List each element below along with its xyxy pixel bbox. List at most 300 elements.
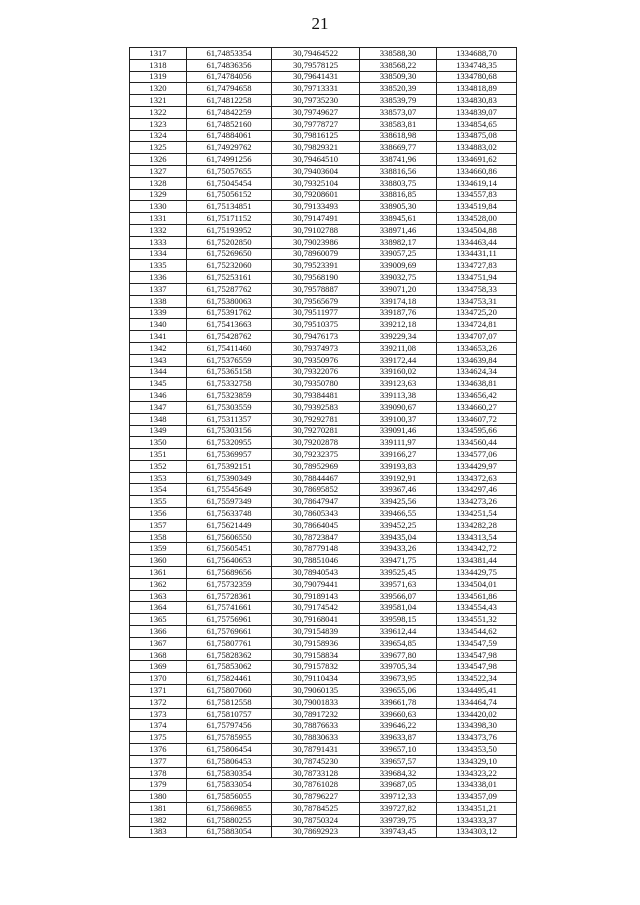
y-coordinate-cell: 1334372,63	[437, 472, 517, 484]
latitude-cell: 61,75785955	[187, 732, 272, 744]
y-coordinate-cell: 1334577,06	[437, 449, 517, 461]
table-row	[130, 425, 517, 437]
table-row	[130, 449, 517, 461]
point-number-cell: 1333	[130, 236, 187, 248]
x-coordinate-cell: 339192,91	[360, 472, 437, 484]
table-row	[130, 791, 517, 803]
y-coordinate-cell: 1334464,74	[437, 696, 517, 708]
table-row	[130, 331, 517, 343]
latitude-cell: 61,75797456	[187, 720, 272, 732]
latitude-cell: 61,74853354	[187, 48, 272, 60]
table-row	[130, 213, 517, 225]
latitude-cell: 61,75728361	[187, 590, 272, 602]
longitude-cell: 30,79523391	[272, 260, 360, 272]
latitude-cell: 61,75380063	[187, 295, 272, 307]
latitude-cell: 61,74784056	[187, 71, 272, 83]
table-row	[130, 508, 517, 520]
x-coordinate-cell: 338568,22	[360, 59, 437, 71]
longitude-cell: 30,79476173	[272, 331, 360, 343]
x-coordinate-cell: 339525,45	[360, 567, 437, 579]
y-coordinate-cell: 1334883,02	[437, 142, 517, 154]
latitude-cell: 61,75812558	[187, 696, 272, 708]
latitude-cell: 61,75303559	[187, 401, 272, 413]
y-coordinate-cell: 1334351,21	[437, 803, 517, 815]
point-number-cell: 1345	[130, 378, 187, 390]
table-row	[130, 637, 517, 649]
x-coordinate-cell: 338539,79	[360, 95, 437, 107]
y-coordinate-cell: 1334338,01	[437, 779, 517, 791]
point-number-cell: 1377	[130, 755, 187, 767]
longitude-cell: 30,79641431	[272, 71, 360, 83]
y-coordinate-cell: 1334551,32	[437, 614, 517, 626]
point-number-cell: 1382	[130, 814, 187, 826]
latitude-cell: 61,75605451	[187, 543, 272, 555]
point-number-cell: 1373	[130, 708, 187, 720]
latitude-cell: 61,75332758	[187, 378, 272, 390]
latitude-cell: 61,75376559	[187, 354, 272, 366]
longitude-cell: 30,79232375	[272, 449, 360, 461]
longitude-cell: 30,78605343	[272, 508, 360, 520]
point-number-cell: 1371	[130, 685, 187, 697]
latitude-cell: 61,75428762	[187, 331, 272, 343]
point-number-cell: 1362	[130, 578, 187, 590]
point-number-cell: 1383	[130, 826, 187, 838]
longitude-cell: 30,79208601	[272, 189, 360, 201]
table-row	[130, 130, 517, 142]
point-number-cell: 1359	[130, 543, 187, 555]
table-row	[130, 48, 517, 60]
y-coordinate-cell: 1334656,42	[437, 390, 517, 402]
x-coordinate-cell: 339172,44	[360, 354, 437, 366]
x-coordinate-cell: 339660,63	[360, 708, 437, 720]
x-coordinate-cell: 339174,18	[360, 295, 437, 307]
table-row	[130, 696, 517, 708]
point-number-cell: 1380	[130, 791, 187, 803]
table-row	[130, 602, 517, 614]
point-number-cell: 1348	[130, 413, 187, 425]
point-number-cell: 1381	[130, 803, 187, 815]
y-coordinate-cell: 1334420,02	[437, 708, 517, 720]
point-number-cell: 1376	[130, 744, 187, 756]
x-coordinate-cell: 339091,46	[360, 425, 437, 437]
longitude-cell: 30,79374973	[272, 342, 360, 354]
point-number-cell: 1328	[130, 177, 187, 189]
x-coordinate-cell: 339187,76	[360, 307, 437, 319]
point-number-cell: 1346	[130, 390, 187, 402]
x-coordinate-cell: 339654,85	[360, 637, 437, 649]
longitude-cell: 30,79270281	[272, 425, 360, 437]
longitude-cell: 30,79713331	[272, 83, 360, 95]
table-row	[130, 755, 517, 767]
y-coordinate-cell: 1334688,70	[437, 48, 517, 60]
table-row	[130, 401, 517, 413]
y-coordinate-cell: 1334758,33	[437, 283, 517, 295]
point-number-cell: 1375	[130, 732, 187, 744]
table-row	[130, 413, 517, 425]
y-coordinate-cell: 1334595,66	[437, 425, 517, 437]
x-coordinate-cell: 339571,63	[360, 578, 437, 590]
latitude-cell: 61,75303156	[187, 425, 272, 437]
latitude-cell: 61,75830354	[187, 767, 272, 779]
y-coordinate-cell: 1334875,08	[437, 130, 517, 142]
longitude-cell: 30,78876633	[272, 720, 360, 732]
y-coordinate-cell: 1334748,35	[437, 59, 517, 71]
point-number-cell: 1317	[130, 48, 187, 60]
table-row	[130, 106, 517, 118]
y-coordinate-cell: 1334522,34	[437, 673, 517, 685]
table-row	[130, 649, 517, 661]
latitude-cell: 61,75193952	[187, 224, 272, 236]
table-row	[130, 472, 517, 484]
table-row	[130, 71, 517, 83]
y-coordinate-cell: 1334547,98	[437, 661, 517, 673]
longitude-cell: 30,78750324	[272, 814, 360, 826]
longitude-cell: 30,79157832	[272, 661, 360, 673]
longitude-cell: 30,79174542	[272, 602, 360, 614]
point-number-cell: 1339	[130, 307, 187, 319]
table-row	[130, 154, 517, 166]
x-coordinate-cell: 339160,02	[360, 366, 437, 378]
longitude-cell: 30,79403604	[272, 165, 360, 177]
longitude-cell: 30,79749627	[272, 106, 360, 118]
longitude-cell: 30,79325104	[272, 177, 360, 189]
longitude-cell: 30,79464522	[272, 48, 360, 60]
point-number-cell: 1349	[130, 425, 187, 437]
latitude-cell: 61,75045454	[187, 177, 272, 189]
latitude-cell: 61,75606550	[187, 531, 272, 543]
y-coordinate-cell: 1334504,01	[437, 578, 517, 590]
point-number-cell: 1350	[130, 437, 187, 449]
table-row	[130, 531, 517, 543]
latitude-cell: 61,75320955	[187, 437, 272, 449]
y-coordinate-cell: 1334398,30	[437, 720, 517, 732]
point-number-cell: 1336	[130, 272, 187, 284]
x-coordinate-cell: 339211,08	[360, 342, 437, 354]
x-coordinate-cell: 338669,77	[360, 142, 437, 154]
y-coordinate-cell: 1334429,97	[437, 460, 517, 472]
longitude-cell: 30,79464510	[272, 154, 360, 166]
x-coordinate-cell: 338945,61	[360, 213, 437, 225]
latitude-cell: 61,75769661	[187, 626, 272, 638]
y-coordinate-cell: 1334727,83	[437, 260, 517, 272]
latitude-cell: 61,74794658	[187, 83, 272, 95]
y-coordinate-cell: 1334818,89	[437, 83, 517, 95]
point-number-cell: 1363	[130, 590, 187, 602]
point-number-cell: 1360	[130, 555, 187, 567]
table-row	[130, 543, 517, 555]
x-coordinate-cell: 338816,56	[360, 165, 437, 177]
point-number-cell: 1366	[130, 626, 187, 638]
y-coordinate-cell: 1334854,65	[437, 118, 517, 130]
longitude-cell: 30,79778727	[272, 118, 360, 130]
point-number-cell: 1372	[130, 696, 187, 708]
longitude-cell: 30,78917232	[272, 708, 360, 720]
x-coordinate-cell: 339739,75	[360, 814, 437, 826]
latitude-cell: 61,75621449	[187, 519, 272, 531]
longitude-cell: 30,79292781	[272, 413, 360, 425]
y-coordinate-cell: 1334373,76	[437, 732, 517, 744]
x-coordinate-cell: 339193,83	[360, 460, 437, 472]
table-row	[130, 354, 517, 366]
table-row	[130, 295, 517, 307]
point-number-cell: 1365	[130, 614, 187, 626]
latitude-cell: 61,75269650	[187, 248, 272, 260]
y-coordinate-cell: 1334381,44	[437, 555, 517, 567]
latitude-cell: 61,75597349	[187, 496, 272, 508]
point-number-cell: 1355	[130, 496, 187, 508]
x-coordinate-cell: 339229,34	[360, 331, 437, 343]
longitude-cell: 30,78761028	[272, 779, 360, 791]
x-coordinate-cell: 339646,22	[360, 720, 437, 732]
y-coordinate-cell: 1334251,54	[437, 508, 517, 520]
x-coordinate-cell: 339452,25	[360, 519, 437, 531]
latitude-cell: 61,75828362	[187, 649, 272, 661]
latitude-cell: 61,75369957	[187, 449, 272, 461]
y-coordinate-cell: 1334691,62	[437, 154, 517, 166]
page-number: 21	[311, 14, 329, 33]
latitude-cell: 61,75732359	[187, 578, 272, 590]
latitude-cell: 61,74884061	[187, 130, 272, 142]
longitude-cell: 30,78952969	[272, 460, 360, 472]
longitude-cell: 30,78851046	[272, 555, 360, 567]
x-coordinate-cell: 338509,30	[360, 71, 437, 83]
longitude-cell: 30,79392583	[272, 401, 360, 413]
y-coordinate-cell: 1334660,86	[437, 165, 517, 177]
latitude-cell: 61,74991256	[187, 154, 272, 166]
x-coordinate-cell: 339581,04	[360, 602, 437, 614]
latitude-cell: 61,75057655	[187, 165, 272, 177]
longitude-cell: 30,79735230	[272, 95, 360, 107]
point-number-cell: 1325	[130, 142, 187, 154]
x-coordinate-cell: 339687,05	[360, 779, 437, 791]
point-number-cell: 1347	[130, 401, 187, 413]
longitude-cell: 30,79023986	[272, 236, 360, 248]
latitude-cell: 61,75689656	[187, 567, 272, 579]
longitude-cell: 30,79350976	[272, 354, 360, 366]
latitude-cell: 61,75640653	[187, 555, 272, 567]
x-coordinate-cell: 339435,04	[360, 531, 437, 543]
table-row	[130, 614, 517, 626]
table-row	[130, 260, 517, 272]
table-row	[130, 390, 517, 402]
y-coordinate-cell: 1334624,34	[437, 366, 517, 378]
y-coordinate-cell: 1334297,46	[437, 484, 517, 496]
latitude-cell: 61,75880255	[187, 814, 272, 826]
table-row	[130, 626, 517, 638]
point-number-cell: 1344	[130, 366, 187, 378]
point-number-cell: 1322	[130, 106, 187, 118]
table-row	[130, 732, 517, 744]
x-coordinate-cell: 338573,07	[360, 106, 437, 118]
y-coordinate-cell: 1334528,00	[437, 213, 517, 225]
latitude-cell: 61,75756961	[187, 614, 272, 626]
longitude-cell: 30,79511977	[272, 307, 360, 319]
longitude-cell: 30,79079441	[272, 578, 360, 590]
y-coordinate-cell: 1334547,98	[437, 649, 517, 661]
table-row	[130, 744, 517, 756]
latitude-cell: 61,75869855	[187, 803, 272, 815]
table-row	[130, 59, 517, 71]
x-coordinate-cell: 339705,34	[360, 661, 437, 673]
latitude-cell: 61,74852160	[187, 118, 272, 130]
longitude-cell: 30,79133493	[272, 201, 360, 213]
point-number-cell: 1319	[130, 71, 187, 83]
table-row	[130, 708, 517, 720]
x-coordinate-cell: 339212,18	[360, 319, 437, 331]
longitude-cell: 30,79060135	[272, 685, 360, 697]
longitude-cell: 30,78791431	[272, 744, 360, 756]
x-coordinate-cell: 339661,78	[360, 696, 437, 708]
latitude-cell: 61,74929762	[187, 142, 272, 154]
table-row	[130, 720, 517, 732]
point-number-cell: 1338	[130, 295, 187, 307]
table-row	[130, 248, 517, 260]
x-coordinate-cell: 339113,38	[360, 390, 437, 402]
longitude-cell: 30,79202878	[272, 437, 360, 449]
point-number-cell: 1343	[130, 354, 187, 366]
x-coordinate-cell: 339433,26	[360, 543, 437, 555]
x-coordinate-cell: 339657,57	[360, 755, 437, 767]
latitude-cell: 61,75365158	[187, 366, 272, 378]
point-number-cell: 1370	[130, 673, 187, 685]
x-coordinate-cell: 338905,30	[360, 201, 437, 213]
y-coordinate-cell: 1334724,81	[437, 319, 517, 331]
latitude-cell: 61,75545649	[187, 484, 272, 496]
point-number-cell: 1323	[130, 118, 187, 130]
x-coordinate-cell: 339673,95	[360, 673, 437, 685]
longitude-cell: 30,78796227	[272, 791, 360, 803]
latitude-cell: 61,75202850	[187, 236, 272, 248]
latitude-cell: 61,75807060	[187, 685, 272, 697]
point-number-cell: 1326	[130, 154, 187, 166]
y-coordinate-cell: 1334342,72	[437, 543, 517, 555]
y-coordinate-cell: 1334323,22	[437, 767, 517, 779]
latitude-cell: 61,75253161	[187, 272, 272, 284]
point-number-cell: 1332	[130, 224, 187, 236]
y-coordinate-cell: 1334725,20	[437, 307, 517, 319]
point-number-cell: 1334	[130, 248, 187, 260]
longitude-cell: 30,79510375	[272, 319, 360, 331]
x-coordinate-cell: 339009,69	[360, 260, 437, 272]
point-number-cell: 1342	[130, 342, 187, 354]
y-coordinate-cell: 1334753,31	[437, 295, 517, 307]
point-number-cell: 1357	[130, 519, 187, 531]
table-row	[130, 437, 517, 449]
y-coordinate-cell: 1334639,84	[437, 354, 517, 366]
longitude-cell: 30,78647947	[272, 496, 360, 508]
latitude-cell: 61,74836356	[187, 59, 272, 71]
point-number-cell: 1364	[130, 602, 187, 614]
table-row	[130, 319, 517, 331]
point-number-cell: 1340	[130, 319, 187, 331]
y-coordinate-cell: 1334638,81	[437, 378, 517, 390]
y-coordinate-cell: 1334544,62	[437, 626, 517, 638]
y-coordinate-cell: 1334619,14	[437, 177, 517, 189]
table-row	[130, 590, 517, 602]
latitude-cell: 61,75413663	[187, 319, 272, 331]
y-coordinate-cell: 1334463,44	[437, 236, 517, 248]
x-coordinate-cell: 339677,80	[360, 649, 437, 661]
coordinates-table	[129, 47, 517, 838]
latitude-cell: 61,75311357	[187, 413, 272, 425]
latitude-cell: 61,75824461	[187, 673, 272, 685]
latitude-cell: 61,75741661	[187, 602, 272, 614]
longitude-cell: 30,79154839	[272, 626, 360, 638]
point-number-cell: 1335	[130, 260, 187, 272]
y-coordinate-cell: 1334357,09	[437, 791, 517, 803]
point-number-cell: 1351	[130, 449, 187, 461]
latitude-cell: 61,75391762	[187, 307, 272, 319]
x-coordinate-cell: 339684,32	[360, 767, 437, 779]
table-row	[130, 283, 517, 295]
x-coordinate-cell: 339712,33	[360, 791, 437, 803]
x-coordinate-cell: 339057,25	[360, 248, 437, 260]
x-coordinate-cell: 339598,15	[360, 614, 437, 626]
table-row	[130, 177, 517, 189]
x-coordinate-cell: 338520,39	[360, 83, 437, 95]
latitude-cell: 61,75056152	[187, 189, 272, 201]
latitude-cell: 61,75833054	[187, 779, 272, 791]
latitude-cell: 61,75810757	[187, 708, 272, 720]
longitude-cell: 30,79350780	[272, 378, 360, 390]
x-coordinate-cell: 338971,46	[360, 224, 437, 236]
latitude-cell: 61,75392151	[187, 460, 272, 472]
latitude-cell: 61,75411460	[187, 342, 272, 354]
latitude-cell: 61,75287762	[187, 283, 272, 295]
longitude-cell: 30,78784525	[272, 803, 360, 815]
x-coordinate-cell: 339425,56	[360, 496, 437, 508]
x-coordinate-cell: 339032,75	[360, 272, 437, 284]
table-row	[130, 460, 517, 472]
y-coordinate-cell: 1334839,07	[437, 106, 517, 118]
point-number-cell: 1354	[130, 484, 187, 496]
y-coordinate-cell: 1334431,11	[437, 248, 517, 260]
x-coordinate-cell: 339633,87	[360, 732, 437, 744]
latitude-cell: 61,75171152	[187, 213, 272, 225]
longitude-cell: 30,79816125	[272, 130, 360, 142]
table-row	[130, 201, 517, 213]
point-number-cell: 1379	[130, 779, 187, 791]
longitude-cell: 30,79158834	[272, 649, 360, 661]
latitude-cell: 61,74812258	[187, 95, 272, 107]
x-coordinate-cell: 339566,07	[360, 590, 437, 602]
longitude-cell: 30,79158936	[272, 637, 360, 649]
latitude-cell: 61,75853062	[187, 661, 272, 673]
y-coordinate-cell: 1334607,72	[437, 413, 517, 425]
x-coordinate-cell: 338588,30	[360, 48, 437, 60]
y-coordinate-cell: 1334751,94	[437, 272, 517, 284]
table-row	[130, 496, 517, 508]
x-coordinate-cell: 339071,20	[360, 283, 437, 295]
longitude-cell: 30,79147491	[272, 213, 360, 225]
x-coordinate-cell: 339123,63	[360, 378, 437, 390]
point-number-cell: 1358	[130, 531, 187, 543]
latitude-cell: 61,75134851	[187, 201, 272, 213]
table-row	[130, 165, 517, 177]
point-number-cell: 1327	[130, 165, 187, 177]
x-coordinate-cell: 339367,46	[360, 484, 437, 496]
point-number-cell: 1324	[130, 130, 187, 142]
table-row	[130, 814, 517, 826]
point-number-cell: 1369	[130, 661, 187, 673]
table-row	[130, 555, 517, 567]
table-row	[130, 366, 517, 378]
longitude-cell: 30,79001833	[272, 696, 360, 708]
longitude-cell: 30,78745230	[272, 755, 360, 767]
table-row	[130, 767, 517, 779]
longitude-cell: 30,79110434	[272, 673, 360, 685]
longitude-cell: 30,78695852	[272, 484, 360, 496]
